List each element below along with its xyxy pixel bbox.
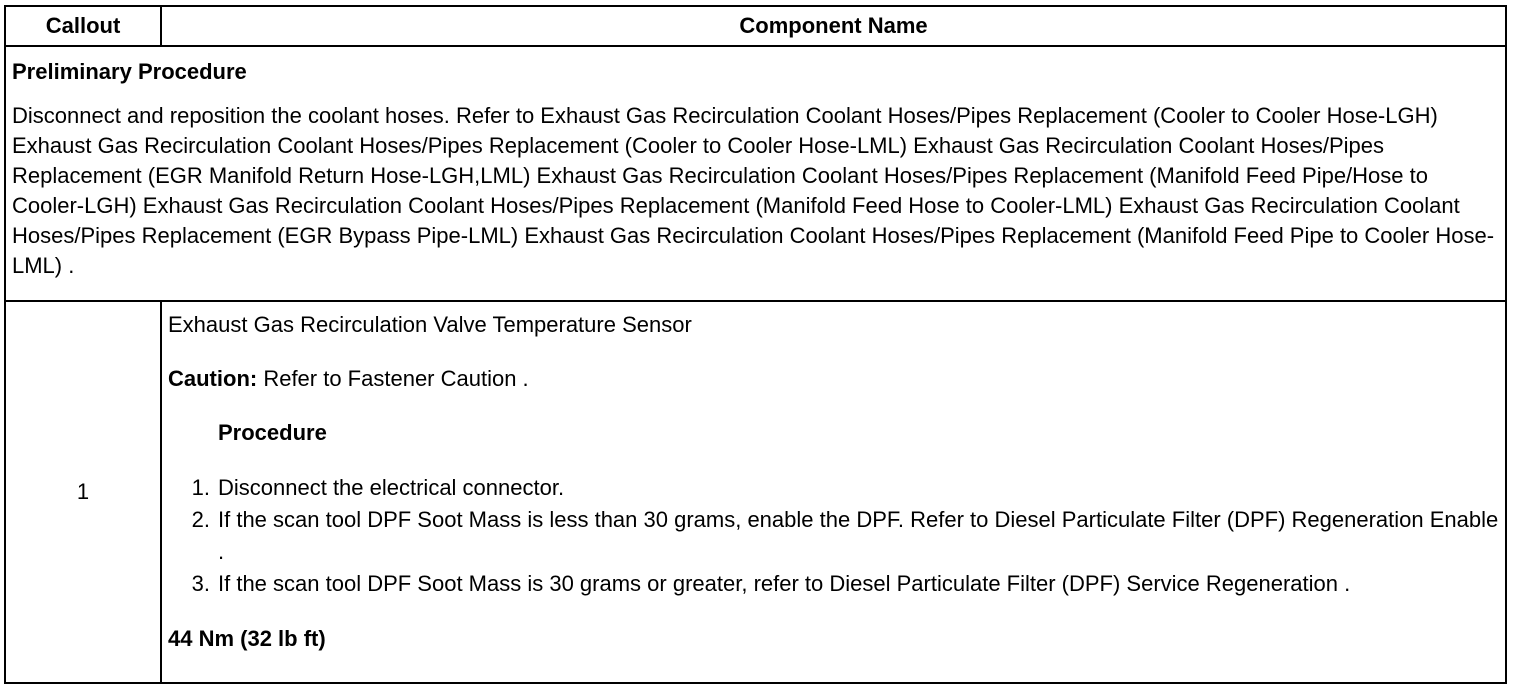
callout-number: 1 [5, 301, 161, 683]
caution-label: Caution: [168, 366, 258, 391]
component-content-cell [161, 301, 1506, 683]
step-text: If the scan tool DPF Soot Mass is less than 30 grams, enable the DPF. Refer to Diesel Particulate Filter (DPF) Regeneration Enable . [218, 507, 1499, 564]
component-name-column-header: Component Name [161, 6, 1506, 46]
list-item [168, 568, 1499, 600]
step-number: 2. [191, 507, 210, 532]
step-number: 1. [191, 475, 210, 500]
table-row [5, 301, 1506, 683]
torque-spec: 44 Nm (32 lb ft) [168, 626, 326, 651]
preliminary-procedure-cell [5, 46, 1506, 301]
step-text: Disconnect the electrical connector. [218, 475, 565, 500]
list-item [168, 504, 1499, 568]
callout-column-header: Callout [5, 6, 161, 46]
step-text: If the scan tool DPF Soot Mass is 30 grams or greater, refer to Diesel Particulate Filter (DPF) Service Regeneration . [218, 571, 1351, 596]
preliminary-procedure-row [5, 46, 1506, 301]
procedure-steps-list [168, 472, 1499, 600]
table-header-row [5, 6, 1506, 46]
component-name: Exhaust Gas Recirculation Valve Temperature Sensor [168, 312, 692, 337]
caution-note [168, 364, 1499, 394]
step-number: 3. [191, 571, 210, 596]
component-table [4, 5, 1507, 684]
preliminary-procedure-text: Disconnect and reposition the coolant hoses. Refer to Exhaust Gas Recirculation Coolant Hoses/Pipes Replacement (Cooler to Cooler Hose-LGH) Exhaust Gas Recirculation Coolant Hoses/Pipes Replacement (Cooler to Cooler Hose-LML) Exhaust Gas Recirculation Coolant Hoses/Pipes Replacement (EGR Manifold Return Hose-LGH,LML) Exhaust Gas Recirculation Coolant Hoses/Pipes Replacement (Manifold Feed Pipe/Hose to Cooler-LGH) Exhaust Gas Recirculation Coolant Hoses/Pipes Replacement (Manifold Feed Hose to Cooler-LML) Exhaust Gas Recirculation Coolant Hoses/Pipes Replacement (EGR Bypass Pipe-LML) Exhaust Gas Recirculation Coolant Hoses/Pipes Replacement (Manifold Feed Pipe to Cooler Hose-LML) . [12, 103, 1495, 278]
procedure-heading: Procedure [218, 420, 327, 445]
preliminary-procedure-title: Preliminary Procedure [12, 59, 247, 84]
list-item [168, 472, 1499, 504]
caution-text: Refer to Fastener Caution . [257, 366, 529, 391]
